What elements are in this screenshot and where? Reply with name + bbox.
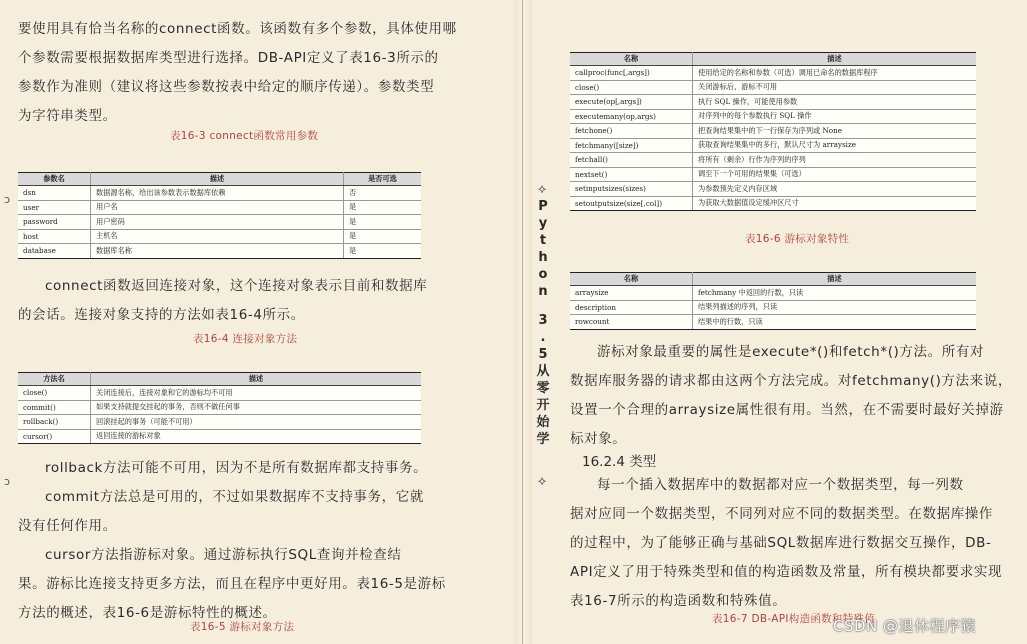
spine-char: t bbox=[539, 233, 547, 248]
cell: fetchone() bbox=[570, 124, 693, 139]
table-row bbox=[18, 415, 421, 430]
cell: 结果列描述的序列，只读 bbox=[693, 300, 977, 315]
cell: 关闭游标后，游标不可用 bbox=[693, 80, 977, 95]
text-line: API定义了用于特殊类型和值的构造函数及常量，所有模块都要求实现 bbox=[570, 564, 1003, 580]
paragraph-types bbox=[570, 471, 1022, 616]
cell: 用户密码 bbox=[91, 215, 344, 230]
cell: 使用给定的名称和参数（可选）调用已命名的数据库程序 bbox=[693, 66, 977, 81]
cell: 是 bbox=[344, 200, 422, 215]
text-line: 表16-7所示的构造函数和特殊值。 bbox=[570, 593, 787, 609]
cell: 将所有（剩余）行作为序列的序列 bbox=[693, 153, 977, 168]
table-16-3 bbox=[18, 172, 421, 259]
page-divider bbox=[522, 0, 523, 644]
table-row bbox=[570, 80, 976, 95]
margin-mark: ↄ bbox=[4, 193, 11, 206]
cell: 主机名 bbox=[91, 229, 344, 244]
spine-char: 3 bbox=[538, 313, 548, 328]
spine-char: 零 bbox=[536, 381, 550, 396]
text-line: 的会话。连接对象支持的方法如表16-4所示。 bbox=[18, 307, 305, 323]
text-line: 个参数需要根据数据库类型进行选择。DB-API定义了表16-3所示的 bbox=[18, 50, 439, 66]
cell: 获取查询结果集中的多行，默认尺寸为 arraysize bbox=[693, 138, 977, 153]
cell: setoutputsize(size[,col]) bbox=[570, 196, 693, 211]
paragraph-connect-return bbox=[18, 272, 510, 330]
text-line: 方法的概述，表16-6是游标特性的概述。 bbox=[18, 605, 277, 621]
spine-char: h bbox=[538, 250, 548, 265]
table-row bbox=[570, 138, 976, 153]
spine-char: 学 bbox=[536, 432, 550, 447]
table-caption-16-4: 表16-4 连接对象方法 bbox=[193, 333, 298, 345]
text-line: cursor方法指游标对象。通过游标执行SQL查询并检查结 bbox=[45, 547, 402, 563]
text-line: 标对象。 bbox=[570, 431, 627, 447]
spine-char: 开 bbox=[536, 398, 550, 413]
text-line: 游标对象最重要的属性是execute*()和fetch*()方法。所有对 bbox=[597, 344, 985, 360]
cell: execute(op[,args]) bbox=[570, 95, 693, 110]
text-line: 据对应同一个数据类型，不同列对应不同的数据类型。在数据库操作 bbox=[570, 506, 993, 522]
table-caption-16-6: 表16-6 游标对象特性 bbox=[745, 233, 850, 245]
table-caption-16-5: 表16-5 游标对象方法 bbox=[190, 621, 295, 633]
table-row bbox=[18, 386, 421, 401]
cell: 返回连接的游标对象 bbox=[91, 429, 422, 444]
table-row bbox=[570, 167, 976, 182]
column-header: 描述 bbox=[91, 173, 344, 186]
cell: fetchmany([size]) bbox=[570, 138, 693, 153]
cell: fetchall() bbox=[570, 153, 693, 168]
column-header: 参数名 bbox=[18, 173, 91, 186]
table-row bbox=[570, 153, 976, 168]
spine-char: 5 bbox=[538, 347, 548, 362]
cell: database bbox=[18, 244, 91, 259]
cell: 如果支持就提交挂起的事务，否则不做任何事 bbox=[91, 400, 422, 415]
text-line: 数据库服务器的请求都由这两个方法完成。对fetchmany()方法来说， bbox=[570, 373, 1012, 389]
paragraph-connect-intro bbox=[18, 15, 510, 131]
book-gutter bbox=[514, 0, 532, 644]
table-16-4 bbox=[18, 372, 421, 444]
cell: 数据源名称，给出该参数表示数据库依赖 bbox=[91, 186, 344, 201]
column-header: 方法名 bbox=[18, 373, 91, 386]
cell: 对序列中的每个参数执行 SQL 操作 bbox=[693, 109, 977, 124]
cell: 数据库名称 bbox=[91, 244, 344, 259]
table-caption-16-3: 表16-3 connect函数常用参数 bbox=[170, 130, 319, 142]
table-row bbox=[570, 95, 976, 110]
column-header: 描述 bbox=[693, 53, 977, 66]
table-row bbox=[570, 66, 976, 81]
text-line: rollback方法可能不可用，因为不是所有数据库都支持事务。 bbox=[45, 460, 428, 476]
table-row bbox=[18, 429, 421, 444]
cell: 把查询结果集中的下一行保存为序列或 None bbox=[693, 124, 977, 139]
spine-char: o bbox=[538, 267, 548, 282]
cell: 是 bbox=[344, 215, 422, 230]
cell: 是 bbox=[344, 229, 422, 244]
table-row bbox=[18, 215, 421, 230]
spine-char: 从 bbox=[536, 364, 550, 379]
cell: rollback() bbox=[18, 415, 91, 430]
spine-char: n bbox=[538, 284, 548, 299]
text-line: commit方法总是可用的，不过如果数据库不支持事务，它就 bbox=[45, 489, 424, 505]
text-line: 为字符串类型。 bbox=[18, 108, 117, 124]
cell: description bbox=[570, 300, 693, 315]
cell: 调至下一个可用的结果集（可选） bbox=[693, 167, 977, 182]
cell: 用户名 bbox=[91, 200, 344, 215]
ornament-top: ⟡ bbox=[537, 182, 547, 197]
cell: user bbox=[18, 200, 91, 215]
table-row bbox=[570, 315, 976, 330]
cell: rowcount bbox=[570, 315, 693, 330]
cell: cursor() bbox=[18, 429, 91, 444]
table-16-5 bbox=[570, 52, 976, 211]
paragraph-methods bbox=[18, 454, 510, 628]
cell: password bbox=[18, 215, 91, 230]
text-line: 果。游标比连接支持更多方法，而且在程序中更好用。表16-5是游标 bbox=[18, 576, 446, 592]
table-row bbox=[570, 196, 976, 211]
spine-char: . bbox=[540, 330, 546, 345]
cell: host bbox=[18, 229, 91, 244]
text-line: 没有任何作用。 bbox=[18, 518, 117, 534]
text-line: 的过程中，为了能够正确与基础SQL数据库进行数据交互操作，DB- bbox=[570, 535, 992, 551]
spine-char: y bbox=[538, 216, 548, 231]
csdn-watermark: CSDN @退休程序猿 bbox=[833, 617, 977, 635]
text-line: 每一个插入数据库中的数据都对应一个数据类型，每一列数 bbox=[597, 477, 964, 493]
table-row bbox=[18, 400, 421, 415]
table-row bbox=[570, 300, 976, 315]
cell: close() bbox=[18, 386, 91, 401]
cell: 执行 SQL 操作，可能使用参数 bbox=[693, 95, 977, 110]
cell: 回滚挂起的事务（可能不可用） bbox=[91, 415, 422, 430]
table-row bbox=[18, 229, 421, 244]
column-header: 描述 bbox=[693, 273, 977, 286]
cell: 为参数预先定义内存区域 bbox=[693, 182, 977, 197]
table-row bbox=[570, 182, 976, 197]
paragraph-cursor-attrs bbox=[570, 338, 1022, 454]
table-16-6 bbox=[570, 272, 976, 330]
column-header: 名称 bbox=[570, 273, 693, 286]
cell: commit() bbox=[18, 400, 91, 415]
text-line: 要使用具有恰当名称的connect函数。该函数有多个参数，具体使用哪 bbox=[18, 21, 457, 37]
column-header: 名称 bbox=[570, 53, 693, 66]
cell: 否 bbox=[344, 186, 422, 201]
cell: callproc(func[,args]) bbox=[570, 66, 693, 81]
section-heading: 16.2.4 类型 bbox=[582, 454, 657, 470]
cell: setinputsizes(sizes) bbox=[570, 182, 693, 197]
cell: 为获取大数据值设定缓冲区尺寸 bbox=[693, 196, 977, 211]
column-header: 描述 bbox=[91, 373, 422, 386]
cell: fetchmany 中返回的行数，只读 bbox=[693, 286, 977, 301]
margin-mark: ↄ bbox=[4, 475, 11, 488]
table-row bbox=[18, 244, 421, 259]
table-caption-16-7: 表16-7 DB-API构造函数和特殊值 bbox=[712, 613, 876, 625]
spine-title bbox=[533, 198, 553, 448]
cell: close() bbox=[570, 80, 693, 95]
cell: arraysize bbox=[570, 286, 693, 301]
cell: dsn bbox=[18, 186, 91, 201]
table-row bbox=[18, 186, 421, 201]
table-row bbox=[570, 286, 976, 301]
column-header: 是否可选 bbox=[344, 173, 422, 186]
cell: nextset() bbox=[570, 167, 693, 182]
text-line: 设置一个合理的arraysize属性很有用。当然，在不需要时最好关掉游 bbox=[570, 402, 1004, 418]
table-row bbox=[570, 124, 976, 139]
text-line: 参数作为准则（建议将这些参数按表中给定的顺序传递）。参数类型 bbox=[18, 79, 435, 95]
spine-char: 始 bbox=[536, 415, 550, 430]
table-row bbox=[18, 200, 421, 215]
text-line: connect函数返回连接对象，这个连接对象表示目前和数据库 bbox=[45, 278, 428, 294]
cell: executemany(op,args) bbox=[570, 109, 693, 124]
table-row bbox=[570, 109, 976, 124]
cell: 是 bbox=[344, 244, 422, 259]
spine-char: P bbox=[538, 199, 548, 214]
cell: 结果中的行数，只读 bbox=[693, 315, 977, 330]
cell: 关闭连接后，连接对象和它的游标均不可用 bbox=[91, 386, 422, 401]
ornament-bottom: ⟡ bbox=[537, 474, 547, 489]
